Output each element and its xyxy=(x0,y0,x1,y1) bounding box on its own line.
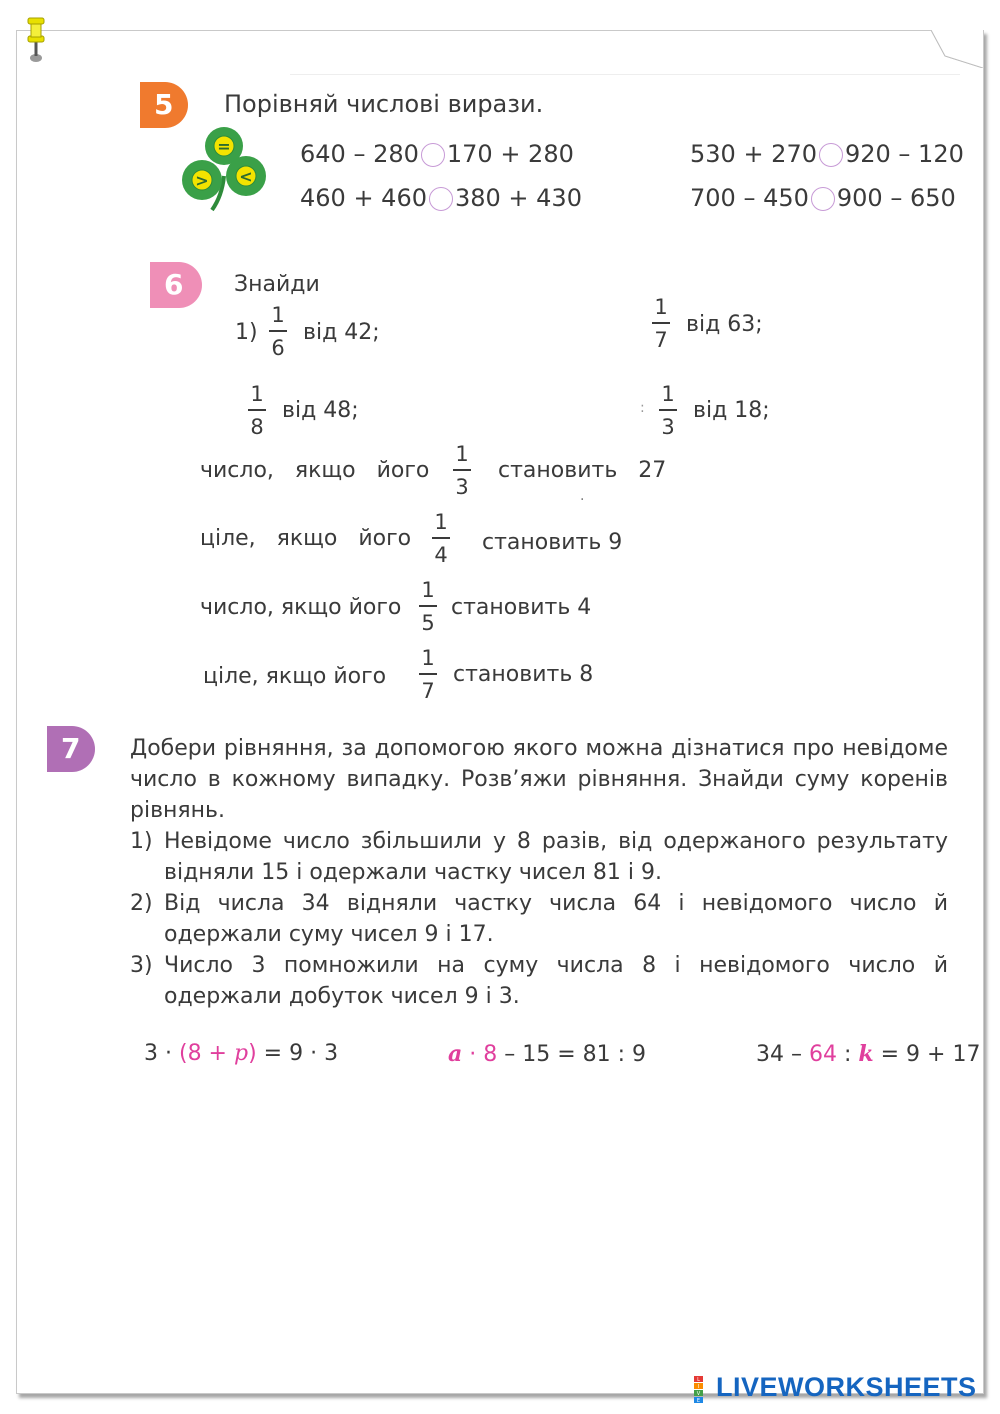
whole-text: ціле, якщо його xyxy=(203,664,387,689)
compare-answer-circle[interactable] xyxy=(811,187,835,211)
clover-sign-greater: > xyxy=(195,171,209,190)
clover-sign-equal: = xyxy=(217,137,231,156)
whole-text: становить 27 xyxy=(498,458,667,483)
fraction: 1 3 xyxy=(450,442,474,499)
item-text: Невідоме число збільшили у 8 разів, від одержаного результату відняли 15 і одержали частку чисел 81 і 9. xyxy=(164,829,948,885)
compare-answer-circle[interactable] xyxy=(429,187,453,211)
task7-intro: Добери рівняння, за допомогою якого можна дізнатися про невідоме число в кожному випадку. Розв’яжи рівняння. Знайди суму коренів рівнянь. xyxy=(130,736,948,823)
fraction: 1 4 xyxy=(429,510,453,567)
svg-text:E: E xyxy=(696,1398,701,1404)
item-number: 3) xyxy=(130,953,153,978)
fraction: 1 5 xyxy=(416,578,440,635)
equation-3[interactable]: 34 – 64 : k = 9 + 17 xyxy=(756,1041,981,1067)
item-number: 1) xyxy=(130,829,153,854)
fraction: 1 7 xyxy=(649,295,673,352)
compare-row-3 xyxy=(690,140,964,168)
compare-left: 700 – 450 xyxy=(690,184,809,212)
task7-item-3 xyxy=(130,950,948,1012)
whole-text: становить 9 xyxy=(482,530,623,555)
svg-text:I: I xyxy=(697,1384,700,1390)
task6-title: Знайди xyxy=(234,272,320,297)
compare-right: 380 + 430 xyxy=(454,184,582,212)
compare-left: 640 – 280 xyxy=(300,140,419,168)
compare-row-2 xyxy=(300,184,582,212)
equation-2[interactable]: a · 8 – 15 = 81 : 9 xyxy=(448,1041,647,1067)
whole-text: становить 8 xyxy=(453,662,594,687)
stray-mark: : xyxy=(640,400,645,416)
of-text: від 18; xyxy=(693,398,770,423)
compare-row-1 xyxy=(300,140,574,168)
clover-sign-less: < xyxy=(239,167,253,186)
whole-text: становить 4 xyxy=(451,595,592,620)
task5-badge: 5 xyxy=(140,82,188,128)
item-number: 2) xyxy=(130,891,153,916)
compare-left: 460 + 460 xyxy=(300,184,427,212)
clover-icon xyxy=(176,124,272,214)
compare-answer-circle[interactable] xyxy=(421,143,445,167)
of-text: від 63; xyxy=(686,312,763,337)
of-text: від 42; xyxy=(303,320,380,345)
svg-text:V: V xyxy=(696,1391,701,1397)
stray-dot: . xyxy=(580,488,585,504)
compare-left: 530 + 270 xyxy=(690,140,817,168)
task7-item-2 xyxy=(130,888,948,950)
pushpin-icon xyxy=(22,14,50,64)
item-text: Від числа 34 відняли частку числа 64 і невідомого число й одержали суму чисел 9 і 17. xyxy=(164,891,948,947)
page-curl-icon xyxy=(931,30,983,68)
whole-text: число, якщо його xyxy=(200,458,430,483)
worksheet-page xyxy=(16,30,984,1394)
equation-1[interactable]: 3 · (8 + p) = 9 · 3 xyxy=(144,1041,339,1066)
whole-text: ціле, якщо його xyxy=(200,526,412,551)
task6-badge: 6 xyxy=(150,262,202,308)
fraction: 1 3 xyxy=(656,382,680,439)
compare-answer-circle[interactable] xyxy=(819,143,843,167)
fraction: 1 8 xyxy=(245,382,269,439)
task5-title: Порівняй числові вирази. xyxy=(224,90,544,118)
compare-right: 920 – 120 xyxy=(844,140,964,168)
item-number: 1) xyxy=(235,320,258,345)
of-text: від 48; xyxy=(282,398,359,423)
item-text: Число 3 помножили на суму числа 8 і невідомого число й одержали добуток чисел 9 і 3. xyxy=(164,953,948,1009)
svg-text:L: L xyxy=(697,1377,700,1383)
liveworksheets-logo-text[interactable]: LIVEWORKSHEETS xyxy=(716,1372,977,1402)
fraction: 1 7 xyxy=(416,646,440,703)
compare-row-4 xyxy=(690,184,956,212)
liveworksheets-logo-icon xyxy=(694,1376,714,1404)
header-rule xyxy=(290,74,960,75)
task7-badge: 7 xyxy=(47,726,95,772)
compare-right: 170 + 280 xyxy=(446,140,574,168)
whole-text: число, якщо його xyxy=(200,595,402,620)
task7-item-1 xyxy=(130,826,948,888)
fraction: 1 6 xyxy=(266,303,290,360)
compare-right: 900 – 650 xyxy=(836,184,956,212)
